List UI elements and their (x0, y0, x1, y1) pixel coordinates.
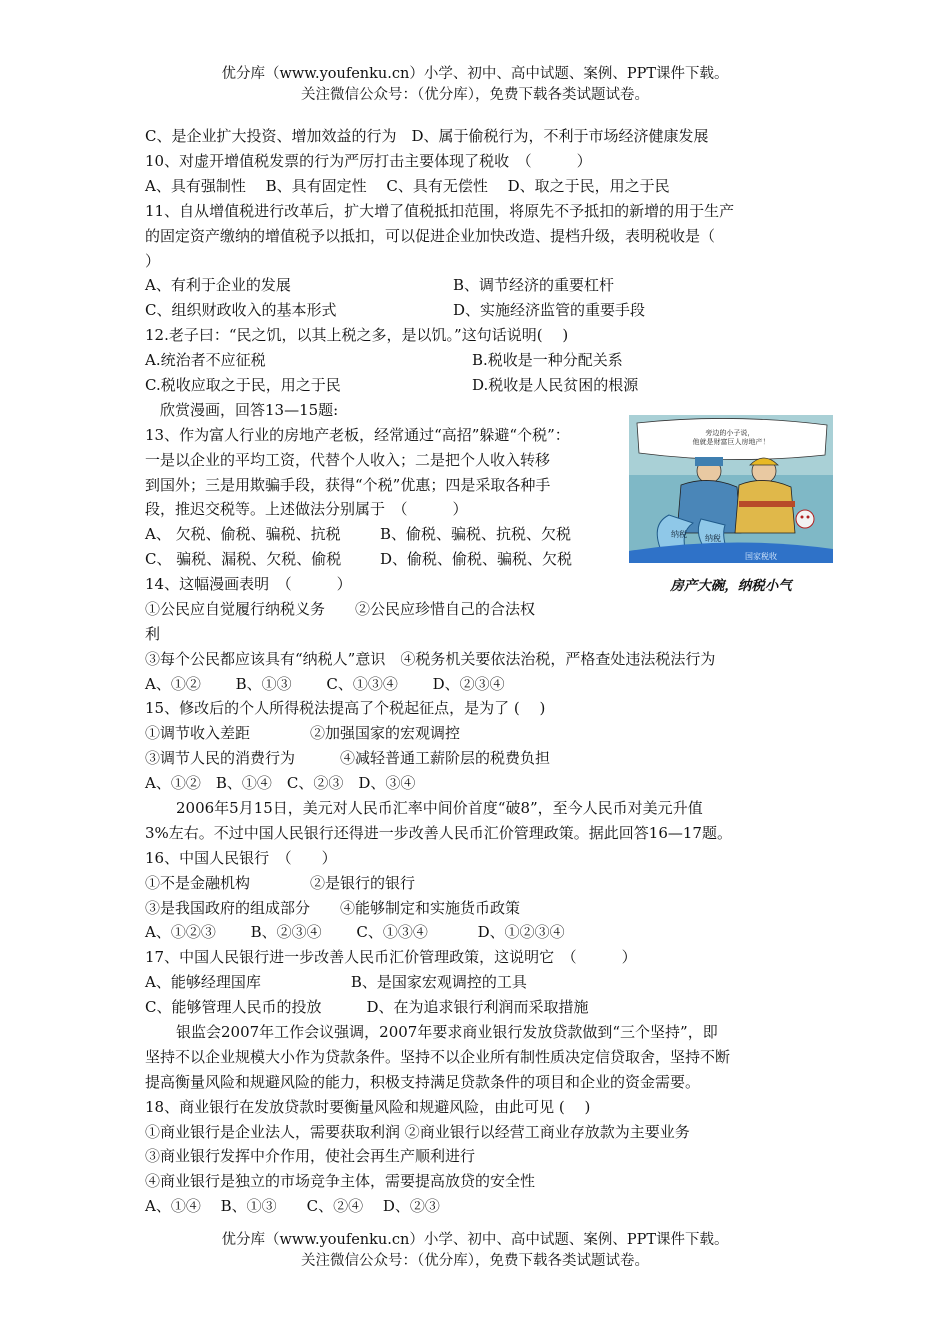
q18-item-12: ①商业银行是企业法人，需要获取利润 ②商业银行以经营工商业存放款为主要业务 (145, 1123, 690, 1141)
q12-stem: 12.老子曰：“民之饥，以其上税之多，是以饥。”这句话说明( ) (145, 326, 569, 344)
figure-left-cap (695, 457, 723, 466)
q12-option-a: A.统治者不应征税 (145, 351, 266, 369)
q17-stem: 17、中国人民银行进一步改善人民币汇价管理政策，这说明它 （ ） (145, 948, 637, 966)
footer-line-2: 关注微信公众号：（优分库），免费下载各类试题试卷。 (301, 1253, 649, 1269)
cartoon-intro: 欣赏漫画，回答13—15题: (145, 401, 339, 419)
q14-item-12: ①公民应自觉履行纳税义务 ②公民应珍惜自己的合法权 (145, 600, 536, 618)
q13-option-c: C、 骗税、漏税、欠税、偷税 (145, 550, 342, 568)
q14-item-34: ③每个公民都应该具有“纳税人”意识 ④税务机关要依法治税，严格查处违法税法行为 (145, 650, 716, 668)
cartoon-caption: 房产大碗，纳税小气 (670, 578, 792, 594)
q10-stem: 10、对虚开增值税发票的行为严厉打击主要体现了税收 （ ） (145, 152, 592, 170)
footer-line-1: 优分库（www.youfenku.cn）小学、初中、高中试题、案例、PPT课件下载。 (221, 1232, 729, 1248)
q15-stem: 15、修改后的个人所得税法提高了个税起征点，是为了 ( ) (145, 699, 546, 717)
q11-stem-3: ） (145, 252, 161, 270)
q18-item-3: ③商业银行发挥中介作用，使社会再生产顺利进行 (145, 1147, 476, 1165)
pipe-left-label: 纳税 (671, 530, 687, 539)
passage-16-2: 3%左右。不过中国人民银行还得进一步改善人民币汇价管理政策。据此回答16—17题。 (145, 824, 732, 842)
passage-18-2: 坚持不以企业规模大小作为贷款条件。坚持不以企业所有制性质决定信贷取舍，坚持不断 (145, 1048, 731, 1066)
q11-option-c: C、组织财政收入的基本形式 (145, 301, 337, 319)
passage-18-3: 提高衡量风险和规避风险的能力，积极支持满足贷款条件的项目和企业的资金需要。 (145, 1073, 701, 1091)
q9-option-cd: C、是企业扩大投资、增加效益的行为 D、属于偷税行为，不利于市场经济健康发展 (145, 127, 709, 145)
cartoon-illustration (629, 415, 833, 563)
q16-options: A、①②③ B、②③④ C、①③④ D、①②③④ (145, 923, 565, 941)
figure-right-belt (739, 501, 795, 507)
passage-18-1: 银监会2007年工作会议强调，2007年要求商业银行发放贷款做到“三个坚持”，即 (176, 1023, 718, 1041)
q13-stem-1: 13、作为富人行业的房地产老板，经常通过“高招”躲避“个税”： (145, 426, 570, 444)
q10-options: A、具有强制性 B、具有固定性 C、具有无偿性 D、取之于民，用之于民 (145, 177, 670, 195)
q14-options: A、①② B、①③ C、①③④ D、②③④ (145, 675, 505, 693)
q15-item-12: ①调节收入差距 ②加强国家的宏观调控 (145, 724, 461, 742)
q13-stem-4: 段，推迟交税等。上述做法分别属于 （ ） (145, 500, 468, 518)
q18-stem: 18、商业银行在发放贷款时要衡量风险和规避风险，由此可见 ( ) (145, 1098, 591, 1116)
cartoon-svg (629, 415, 833, 563)
q12-option-c: C.税收应取之于民，用之于民 (145, 376, 341, 394)
q14-stem: 14、这幅漫画表明 （ ） (145, 575, 352, 593)
q17-options-ab: A、能够经理国库 B、是国家宏观调控的工具 (145, 973, 527, 991)
q13-option-a: A、 欠税、偷税、骗税、抗税 (145, 525, 341, 543)
q11-stem-1: 11、自从增值税进行改革后，扩大增了值税抵扣范围，将原先不予抵扣的新增的用于生产 (145, 202, 735, 220)
q18-options: A、①④ B、①③ C、②④ D、②③ (145, 1197, 440, 1215)
small-figure-eye-left (801, 516, 804, 519)
q11-option-d: D、实施经济监管的重要手段 (453, 301, 646, 319)
q11-stem-2: 的固定资产缴纳的增值税予以抵扣，可以促进企业加快改造、提档升级，表明税收是（ (145, 227, 716, 245)
small-figure-eye-right (807, 516, 810, 519)
passage-16-1: 2006年5月15日，美元对人民币汇率中间价首度“破8”，至今人民币对美元升值 (176, 799, 703, 817)
q12-option-d: D.税收是人民贫困的根源 (472, 376, 639, 394)
q11-option-b: B、调节经济的重要杠杆 (453, 276, 615, 294)
q18-item-4: ④商业银行是独立的市场竞争主体，需要提高放贷的安全性 (145, 1172, 536, 1190)
pipe-right-label: 纳税 (705, 534, 721, 543)
small-figure (796, 510, 814, 528)
q16-item-12: ①不是金融机构 ②是银行的银行 (145, 874, 416, 892)
q14-item-12-wrap: 利 (145, 625, 161, 643)
q13-stem-2: 一是以企业的平均工资，代替个人收入；二是把个人收入转移 (145, 451, 551, 469)
q13-option-b: B、偷税、骗税、抗税、欠税 (380, 525, 572, 543)
q15-item-34: ③调节人民的消费行为 ④减轻普通工薪阶层的税费负担 (145, 749, 551, 767)
speech-bubble-text: 旁边的小子说， 他就是财富巨人房地产！ (692, 429, 770, 446)
q16-stem: 16、中国人民银行 （ ） (145, 849, 337, 867)
tax-bowl-label: 国家税收 (745, 552, 777, 561)
q16-item-34: ③是我国政府的组成部分 ④能够制定和实施货币政策 (145, 899, 521, 917)
q13-option-d: D、偷税、偷税、骗税、欠税 (380, 550, 573, 568)
q15-options: A、①② B、①④ C、②③ D、③④ (145, 774, 416, 792)
header-line-2: 关注微信公众号：（优分库），免费下载各类试题试卷。 (301, 87, 649, 103)
q17-options-cd: C、能够管理人民币的投放 D、在为追求银行利润而采取措施 (145, 998, 589, 1016)
header-line-1: 优分库（www.youfenku.cn）小学、初中、高中试题、案例、PPT课件下载。 (221, 66, 729, 82)
q12-option-b: B.税收是一种分配关系 (472, 351, 623, 369)
q11-option-a: A、有利于企业的发展 (145, 276, 291, 294)
q13-stem-3: 到国外；三是用欺骗手段，获得“个税”优惠；四是采取各种手 (145, 476, 551, 494)
